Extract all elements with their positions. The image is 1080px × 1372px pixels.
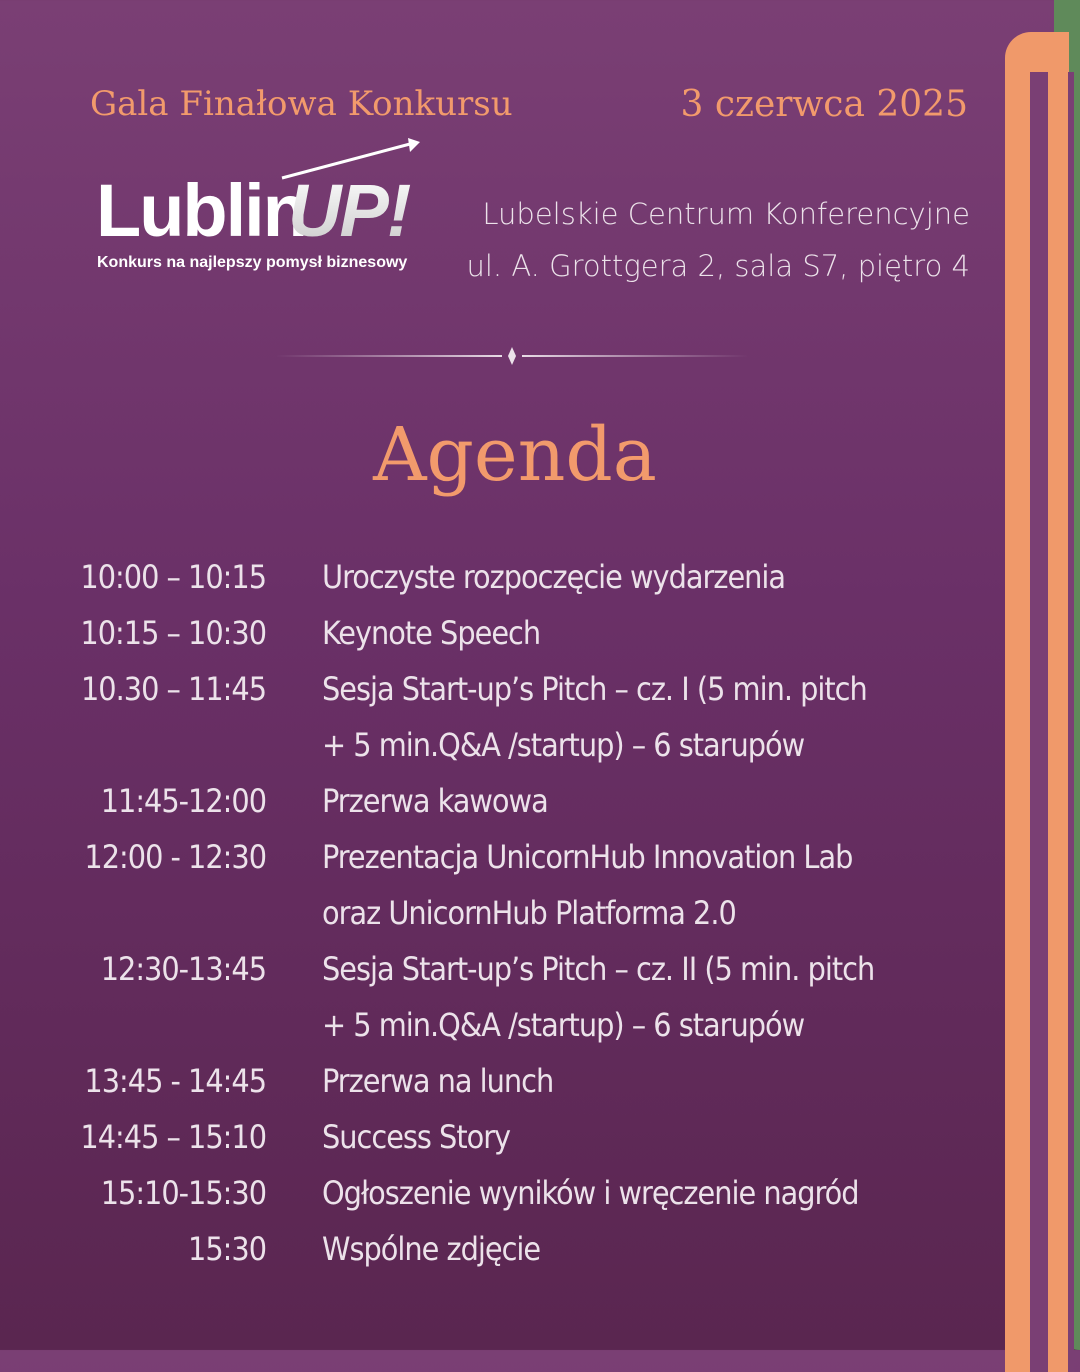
svg-text:Lublin: Lublin bbox=[96, 169, 306, 252]
agenda-item-description: Przerwa kawowa bbox=[322, 782, 548, 820]
agenda-item-description: Wspólne zdjęcie bbox=[322, 1230, 541, 1268]
agenda-item-time: 13:45 - 14:45 bbox=[84, 1062, 266, 1100]
agenda-item bbox=[0, 1109, 1000, 1165]
agenda-item-time: 12:00 - 12:30 bbox=[84, 838, 266, 876]
agenda-item-time: 10:15 – 10:30 bbox=[80, 614, 266, 652]
agenda-item-description: Ogłoszenie wyników i wręczenie nagród bbox=[322, 1174, 859, 1212]
agenda-list bbox=[0, 549, 1000, 1277]
frame-inner-strip bbox=[1048, 72, 1068, 1372]
agenda-item bbox=[0, 829, 1000, 941]
agenda-item-description: Success Story bbox=[322, 1118, 511, 1156]
agenda-item bbox=[0, 661, 1000, 773]
agenda-item-description: Prezentacja UnicornHub Innovation Lab oraz UnicornHub Platforma 2.0 bbox=[322, 838, 853, 932]
venue-street: ul. A. Grottgera 2, sala S7, piętro 4 bbox=[466, 249, 970, 283]
agenda-item-time: 10:00 – 10:15 bbox=[80, 558, 266, 596]
agenda-item-description: Uroczyste rozpoczęcie wydarzenia bbox=[322, 558, 786, 596]
event-date: 3 czerwca 2025 bbox=[680, 84, 968, 125]
agenda-item bbox=[0, 1053, 1000, 1109]
agenda-item-description: Sesja Start-up’s Pitch – cz. II (5 min. pitch + 5 min.Q&A /startup) – 6 starupów bbox=[322, 950, 875, 1044]
venue-address bbox=[466, 188, 970, 292]
venue-name: Lubelskie Centrum Konferencyjne bbox=[482, 197, 970, 231]
agenda-item-time: 15:30 bbox=[188, 1230, 266, 1268]
agenda-item bbox=[0, 549, 1000, 605]
agenda-item bbox=[0, 605, 1000, 661]
agenda-item-time: 12:30-13:45 bbox=[100, 950, 266, 988]
svg-text:UP!: UP! bbox=[288, 169, 410, 252]
ornament-divider bbox=[276, 345, 748, 367]
agenda-item-time: 10.30 – 11:45 bbox=[80, 670, 266, 708]
agenda-item bbox=[0, 773, 1000, 829]
agenda-item-description: Przerwa na lunch bbox=[322, 1062, 554, 1100]
agenda-item-description: Sesja Start-up’s Pitch – cz. I (5 min. pitch + 5 min.Q&A /startup) – 6 starupów bbox=[322, 670, 867, 764]
agenda-item bbox=[0, 1165, 1000, 1221]
agenda-item bbox=[0, 1221, 1000, 1277]
agenda-item-time: 11:45-12:00 bbox=[100, 782, 266, 820]
agenda-item-time: 14:45 – 15:10 bbox=[80, 1118, 266, 1156]
logo-tagline: Konkurs na najlepszy pomysł biznesowy bbox=[97, 254, 408, 271]
agenda-item-description: Keynote Speech bbox=[322, 614, 541, 652]
agenda-item-time: 15:10-15:30 bbox=[100, 1174, 266, 1212]
agenda-title: Agenda bbox=[373, 412, 657, 498]
event-subtitle: Gala Finałowa Konkursu bbox=[90, 84, 513, 124]
agenda-item bbox=[0, 941, 1000, 1053]
